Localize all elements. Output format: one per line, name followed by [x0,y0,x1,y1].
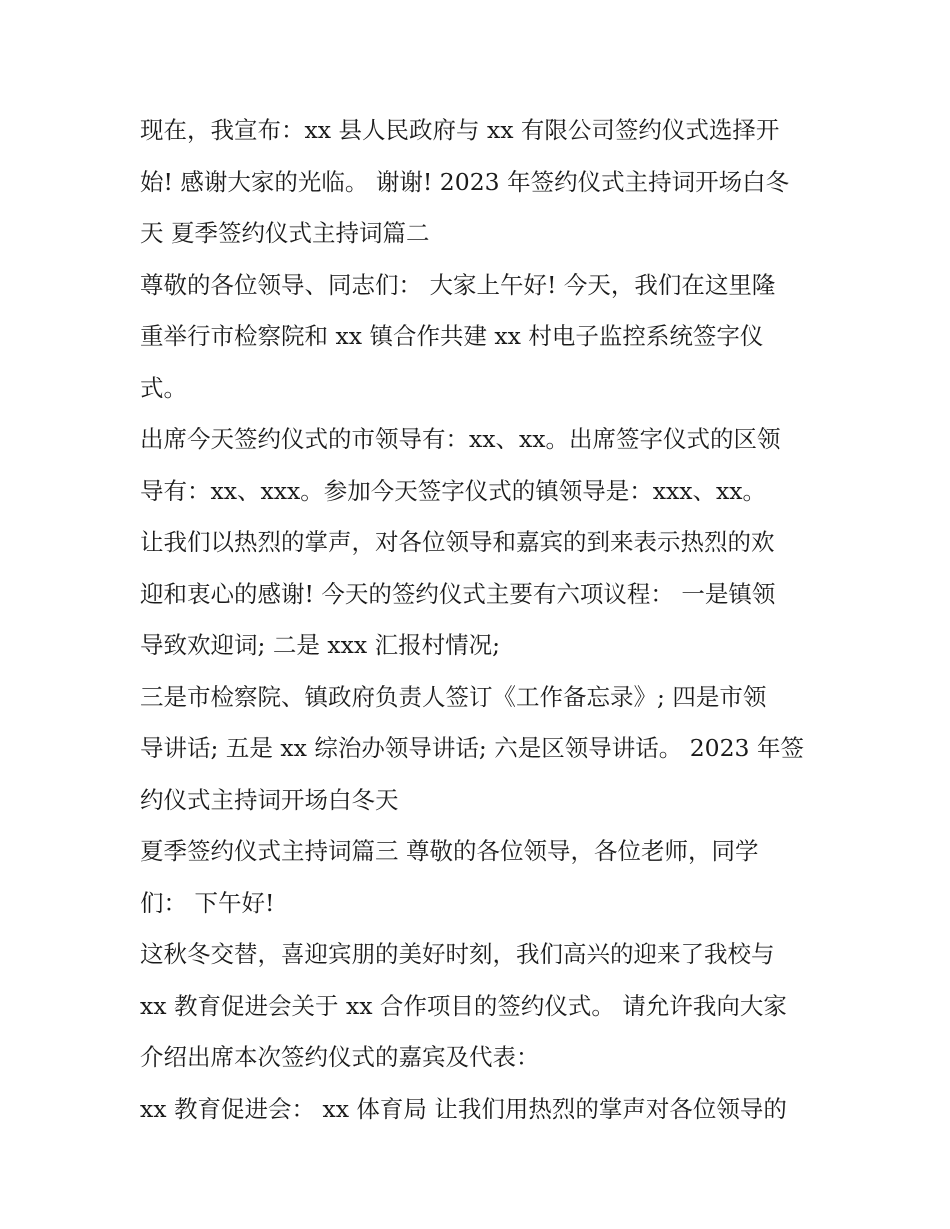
document-body [140,105,820,1135]
text-line: 现在，我宣布：xx 县人民政府与 xx 有限公司签约仪式选择开 [140,116,780,144]
text-line: 出席今天签约仪式的市领导有：xx、xx。出席签字仪式的区领 [140,425,781,453]
text-line: 导有：xx、xxx。参加今天签字仪式的镇领导是：xxx、xx。 [140,476,767,505]
text-line: 天 夏季签约仪式主持词篇二 [140,219,430,247]
text-line: 夏季签约仪式主持词篇三 尊敬的各位领导，各位老师，同学 [140,837,759,865]
text-line: 重举行市检察院和 xx 镇合作共建 xx 村电子监控系统签字仪 [140,322,764,350]
text-line: 们： 下午好! [140,888,275,917]
text-line: 介绍出席本次签约仪式的嘉宾及代表： [140,1043,540,1071]
text-line: 约仪式主持词开场白冬天 [140,785,399,814]
text-line: 导讲话; 五是 xx 综治办领导讲话; 六是区领导讲话。 2023 年签 [140,734,804,762]
text-line: 让我们以热烈的掌声，对各位领导和嘉宾的到来表示热烈的欢 [140,528,775,556]
text-line: 迎和衷心的感谢! 今天的签约仪式主要有六项议程： 一是镇领 [140,579,776,608]
text-line: 式。 [140,373,187,402]
text-line: 三是市检察院、镇政府负责人签订《工作备忘录》; 四是市领 [140,682,767,711]
text-line: 尊敬的各位领导、同志们： 大家上午好! 今天，我们在这里隆 [140,270,776,299]
text-line: 这秋冬交替，喜迎宾朋的美好时刻，我们高兴的迎来了我校与 [140,940,775,968]
text-line: xx 教育促进会关于 xx 合作项目的签约仪式。 请允许我向大家 [140,991,787,1020]
text-line: 始! 感谢大家的光临。 谢谢! 2023 年签约仪式主持词开场白冬 [140,167,790,196]
text-line: 导致欢迎词; 二是 xxx 汇报村情况; [140,631,501,659]
text-line: xx 教育促进会： xx 体育局 让我们用热烈的掌声对各位领导的 [140,1094,787,1123]
